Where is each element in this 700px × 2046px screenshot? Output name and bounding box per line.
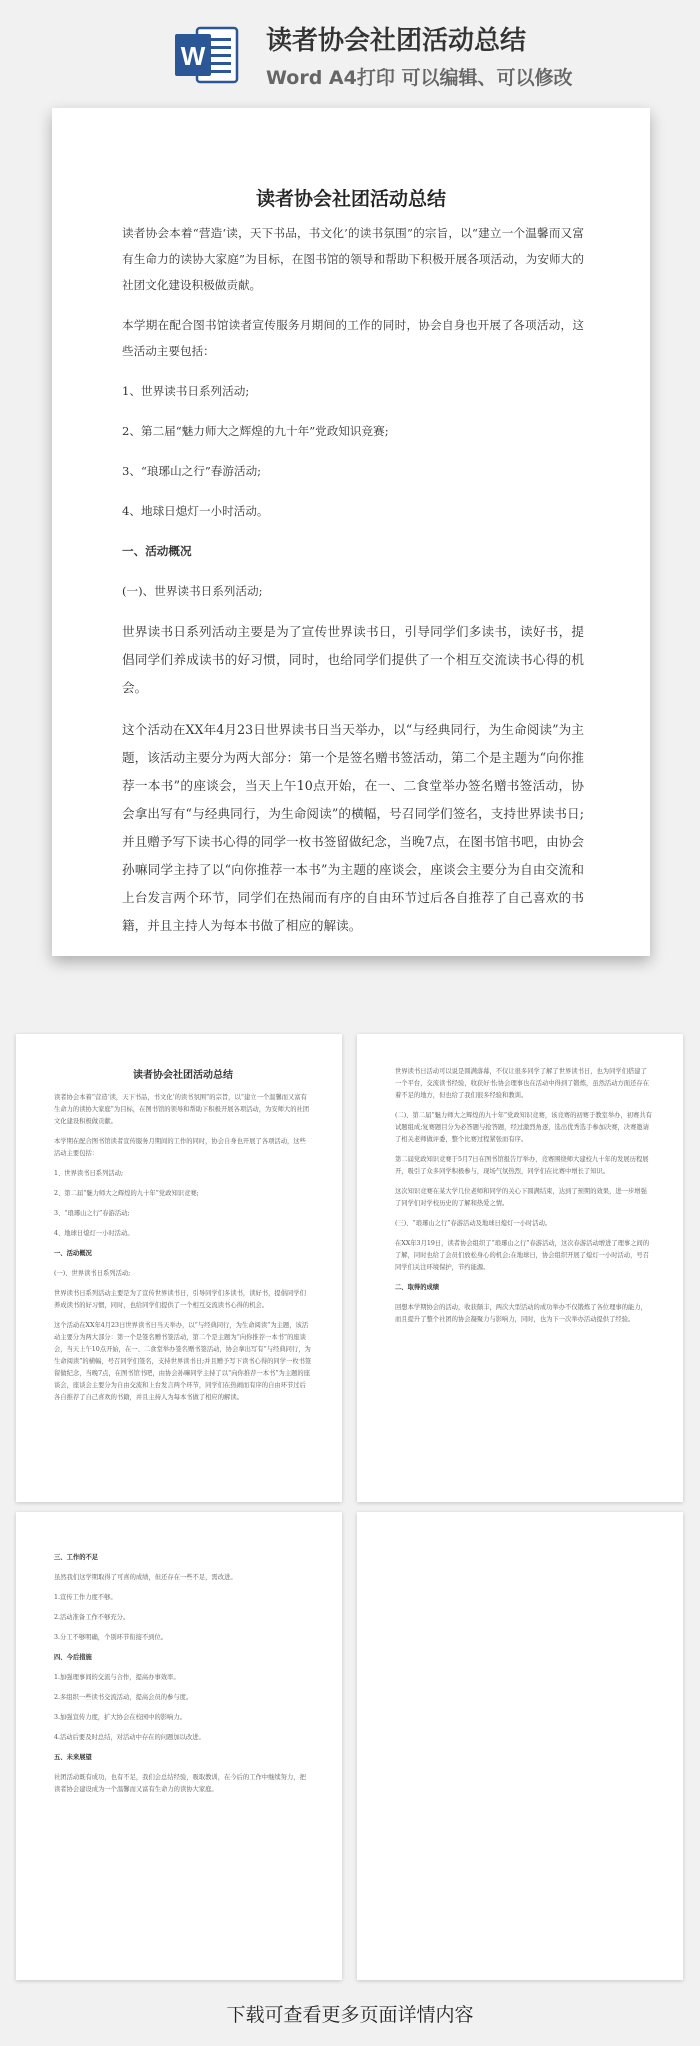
word-icon [173,22,241,88]
thumb-paragraph: 回想本学期协会的活动，收获颇丰，两次大型活动的成功举办不仅锻炼了各位理事的能力，而且提升了整个社团的协会凝聚力与影响力，同时，也为下一次举办活动提供了经验。 [395,1304,647,1323]
doc-list-item: 3、“琅琊山之行”春游活动; [122,464,262,478]
doc-subheading: (一)、世界读书日系列活动; [122,584,263,598]
thumb-paragraph: 虽然我们这学期取得了可喜的成绩，但还存在一些不足，需改进。 [54,1574,237,1581]
thumb-paragraph: 世界读书日系列活动主要是为了宣传世界读书日，引导同学们多读书，读好书，提倡同学们养成读书的好习惯，同时，也给同学们提供了一个相互交流读书心得的机会。 [54,1290,306,1309]
doc-paragraph: 本学期在配合图书馆读者宣传服务月期间的工作的同时，协会自身也开展了各项活动，这些活动主要包括： [122,318,584,358]
thumbnail-page-2[interactable] [357,1034,683,1502]
doc-section-heading: 一、活动概况 [122,544,192,558]
doc-paragraph: 这个活动在XX年4月23日世界读书日当天举办，以“与经典同行，为生命阅读”为主题，该活动主要分为两大部分：第一个是签名赠书签活动，第二个是主题为“向你推荐一本书”的座谈会，当天上午10点开始，在一、二食堂举办签名赠书签活动，协会拿出写有“与经典同行，为生命阅读”的横幅，号召同学们签名，支持世界读书日;并且赠予写下读书心得的同学一枚书签留做纪念，当晚7点，在图书馆书吧，由协会孙嘛同学主持了以“向你推荐一本书”为主题的座谈会，座谈会主要分为自由交流和上台发言两个环节，同学们在热闹而有序的自由环节过后各自推荐了自己喜欢的书籍，并且主持人为每本书做了相应的解读。 [122,722,584,933]
thumbnail-page-4-blank[interactable] [357,1512,683,1980]
thumb-paragraph: 2.活动准备工作不够充分。 [54,1614,130,1621]
thumb-paragraph: (一)、世界读书日系列活动; [54,1270,131,1277]
download-more-link[interactable]: 下载可查看更多页面详情内容 [226,2004,474,2026]
thumb-paragraph: 3、“琅琊山之行”春游活动; [54,1210,130,1217]
thumb-section-heading: 三、工作的不足 [54,1554,99,1561]
thumb-paragraph: 第二届党政知识竞赛于5月7日在图书馆报告厅举办，竞赛围绕师大建校九十年的发展历程展开，吸引了众多同学积极参与，现场气氛热烈，同学们在比赛中增长了知识。 [395,1156,649,1175]
thumbnail-page-1[interactable] [16,1034,342,1502]
thumb-paragraph: 4、地球日熄灯一小时活动。 [54,1230,134,1237]
thumb-section-heading: 二、取得的成绩 [395,1284,440,1291]
thumb-paragraph: (三)、“琅琊山之行”春游活动及地球日熄灯一小时活动。 [395,1220,552,1227]
thumb-paragraph: 在XX年3月19日，读者协会组织了“琅琊山之行”春游活动，这次春游活动增进了理事之间的了解，同时也给了会员们放松身心的机会;在地球日，协会组织开展了熄灯一小时活动，号召同学们关注环境保护，节约能源。 [395,1240,650,1271]
doc-list-item: 2、第二届“魅力师大之辉煌的九十年”党政知识竞赛; [122,424,389,438]
thumb-paragraph: 3.加强宣传力度，扩大协会在校园中的影响力。 [54,1714,186,1721]
document-title: 读者协会社团活动总结 [255,188,446,210]
doc-paragraph: 读者协会本着“营造‘读，天下书品，书文化’的读书氛围”的宗旨，以“建立一个温馨而又富有生命力的读协大家庭”为目标，在图书馆的领导和帮助下积极开展各项活动，为安师大的社团文化建设积极做贡献。 [122,226,584,292]
doc-list-item: 4、地球日熄灯一小时活动。 [122,504,269,518]
thumb-paragraph: (二)、第二届“魅力师大之辉煌的九十年”党政知识竞赛，该竞赛的初赛于教室举办，初赛共有试题组成;复赛题目分为必答题与抢答题，经过激烈角逐，选出优秀选手参加决赛，决赛邀请了相关老师做评委，整个比赛过程紧张而有序。 [395,1112,652,1143]
thumb-paragraph: 本学期在配合图书馆读者宣传服务月期间的工作的同时，协会自身也开展了各项活动，这些活动主要包括： [54,1138,306,1157]
document-preview-page [52,108,650,956]
thumb-paragraph: 1、世界读书日系列活动; [54,1170,124,1177]
thumb-paragraph: 社团活动既有成功，也有不足，我们会总结经验，吸取教训，在今后的工作中继续努力，把读者协会建设成为一个温馨而又富有生命力的读协大家庭。 [54,1774,306,1793]
thumbnail-title: 读者协会社团活动总结 [133,1070,233,1081]
header-subtitle: Word A4打印 可以编辑、可以修改 [266,67,573,89]
thumb-paragraph: 这次知识竞赛在某大学几位老师和同学的关心下圆满结束，达到了预期的效果，进一步增强了同学们对学校历史的了解和热爱之情。 [395,1188,647,1207]
thumb-paragraph: 1.宣传工作力度不够。 [54,1594,117,1601]
thumb-paragraph: 3.分工不够明确，个别环节衔接不到位。 [54,1634,168,1641]
doc-paragraph: 世界读书日系列活动主要是为了宣传世界读书日，引导同学们多读书，读好书，提倡同学们养成读书的好习惯，同时，也给同学们提供了一个相互交流读书心得的机会。 [122,624,584,695]
thumb-paragraph: 世界读书日活动可以说是圆满落幕，不仅让很多同学了解了世界读书日，也为同学们搭建了一个平台，交流读书经验，收获好书;协会理事也在活动中得到了锻炼，虽然活动方面还存在着不足的地方，但也给了我们很多经验和教训。 [395,1068,649,1099]
doc-list-item: 1、世界读书日系列活动; [122,384,250,398]
document-body [122,220,584,954]
thumb-paragraph: 4.活动后要及时总结，对活动中存在的问题加以改进。 [54,1734,205,1741]
header-title: 读者协会社团活动总结 [266,26,527,56]
thumb-paragraph: 这个活动在XX年4月23日世界读书日当天举办，以“与经典同行，为生命阅读”为主题，该活动主要分为两大部分：第一个是签名赠书签活动，第二个是主题为“向你推荐一本书”的座谈会，当天上午10点开始，在一、二食堂举办签名赠书签活动，协会拿出写有“与经典同行，为生命阅读”的横幅，号召同学们签名，支持世界读书日;并且赠予写下读书心得的同学一枚书签留做纪念，当晚7点，在图书馆书吧，由协会孙嘛同学主持了以“向你推荐一本书”为主题的座谈会，座谈会主要分为自由交流和上台发言两个环节，同学们在热闹而有序的自由环节过后各自推荐了自己喜欢的书籍，并且主持人为每本书做了相应的解读。 [54,1322,312,1401]
header-banner [0,0,700,100]
thumb-paragraph: 2.多组织一些读书交流活动，提高会员的参与度。 [54,1694,193,1701]
thumbnail-page-3[interactable] [16,1512,342,1980]
thumb-section-heading: 五、未来展望 [54,1754,92,1761]
thumb-section-heading: 四、今后措施 [54,1654,92,1661]
thumb-paragraph: 1.加强理事间的交流与合作，提高办事效率。 [54,1674,180,1681]
thumb-paragraph: 读者协会本着“营造‘读，天下书品，书文化’的读书氛围”的宗旨，以“建立一个温馨而又富有生命力的读协大家庭”为目标，在图书馆的领导和帮助下积极开展各项活动，为安师大的社团文化建设积极做贡献。 [54,1094,310,1125]
thumb-paragraph: 2、第二届“魅力师大之辉煌的九十年”党政知识竞赛; [54,1190,199,1197]
thumb-section-heading: 一、活动概况 [54,1250,92,1257]
svg-text:W: W [180,41,206,71]
